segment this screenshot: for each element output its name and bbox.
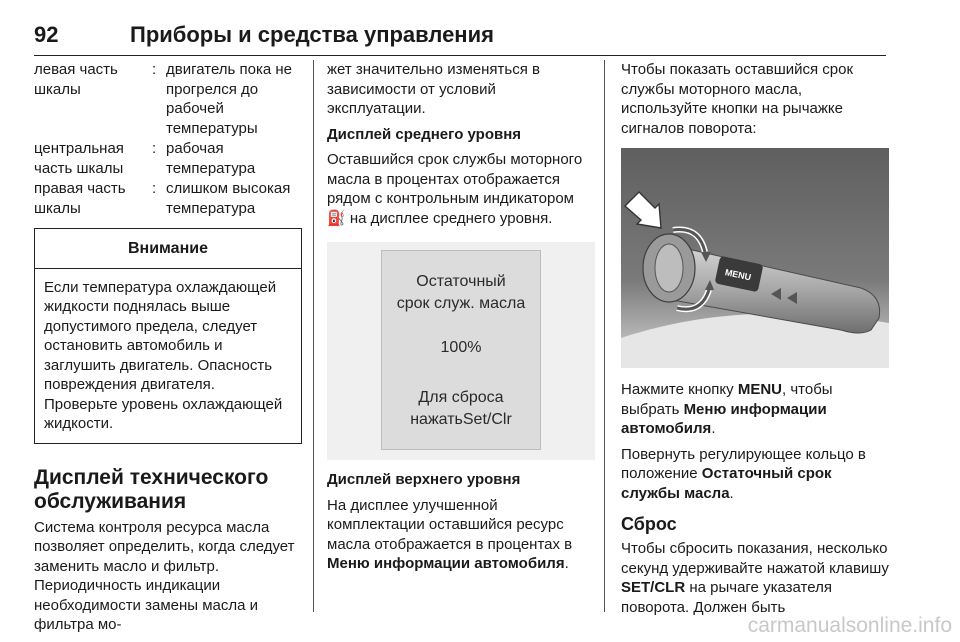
lever-illustration xyxy=(621,148,889,368)
definition-term: центральная часть шкалы xyxy=(34,140,124,177)
warning-box xyxy=(34,228,302,444)
paragraph xyxy=(621,380,889,439)
text-bold: Остаточный срок службы масла xyxy=(621,465,832,502)
column-divider xyxy=(604,60,605,612)
text-run: Повернуть регулирующее кольцо в положение xyxy=(621,445,866,482)
column-divider xyxy=(313,60,314,612)
text-bold: Меню информации автомобиля xyxy=(621,400,827,437)
text-run: . xyxy=(711,420,716,437)
page-title: Приборы и средства управления xyxy=(130,22,494,47)
text-run: . xyxy=(564,555,569,572)
section-heading: Дисплей технического обслуживания xyxy=(34,465,269,513)
paragraph: жет значительно изменяться в зависимости от условий эксплуатации. xyxy=(327,61,540,117)
info-display-screen xyxy=(381,250,541,450)
text-run: на дисплее среднего уровня. xyxy=(345,209,553,227)
subheading: Дисплей верхнего уровня xyxy=(327,471,521,488)
paragraph xyxy=(327,496,595,574)
oil-life-display-figure xyxy=(327,242,595,460)
definition-term: левая часть шкалы xyxy=(34,61,118,98)
definition-term: правая часть шкалы xyxy=(34,180,126,217)
menu-button-label: MENU xyxy=(724,267,753,283)
warning-title: Внимание xyxy=(35,229,301,269)
display-reset-line: Для сброса xyxy=(418,389,504,406)
oil-life-value: 100% xyxy=(440,339,482,356)
section-heading: Сброс xyxy=(621,514,677,534)
text-bold: SET/CLR xyxy=(621,579,686,596)
text-bold: MENU xyxy=(737,381,782,398)
text-run: Оставшийся срок службы моторного масла в процентах отображается рядом с контрольным индикатором xyxy=(327,151,583,207)
definition-colon: : xyxy=(152,61,157,78)
warning-text: Если температура охлаждающей жидкости поднялась выше допустимого предела, следует остановить автомобиль и заглушить двигатель. Опасность повреждения двигателя. Проверьте уровень охлаждающей жидкости. xyxy=(44,278,283,432)
paragraph xyxy=(621,445,889,504)
text-run: . xyxy=(729,484,734,502)
text-run: На дисплее улучшенной комплектации оставшийся ресурс масла отображается в процентах в xyxy=(327,496,573,553)
turn-signal-lever-figure xyxy=(621,148,889,368)
definition-desc: рабочая температура xyxy=(166,140,256,177)
text-run: на рычаге указателя поворота. Должен быть xyxy=(621,579,832,616)
display-title-line: срок служ. масла xyxy=(396,295,526,312)
definition-row xyxy=(34,179,302,218)
page-header xyxy=(34,22,886,56)
definition-row xyxy=(34,60,302,138)
page-number: 92 xyxy=(34,22,59,47)
definition-colon: : xyxy=(152,180,157,197)
definition-desc: слишком высокая температура xyxy=(166,180,291,217)
column-left xyxy=(34,60,302,635)
definition-colon: : xyxy=(152,140,157,157)
oil-can-icon: ⛽ xyxy=(327,209,346,227)
paragraph: Чтобы показать оставшийся срок службы моторного масла, используйте кнопки на рычажке сигналов поворота: xyxy=(621,61,854,137)
paragraph xyxy=(621,539,889,617)
paragraph xyxy=(327,150,595,228)
display-reset-line: нажатьSet/Clr xyxy=(410,411,512,428)
text-run: Нажмите кнопку xyxy=(621,381,738,398)
text-run: Чтобы сбросить показания, несколько секунд удерживайте нажатой клавишу xyxy=(621,540,889,577)
subheading: Дисплей среднего уровня xyxy=(327,125,522,143)
watermark: carmanualsonline.info xyxy=(747,614,952,637)
display-title-line: Остаточный xyxy=(416,273,506,290)
column-right xyxy=(621,60,889,617)
definition-desc: двигатель пока не прогрелся до рабочей температуры xyxy=(166,61,293,137)
text-run: , чтобы выбрать xyxy=(621,381,833,418)
column-middle xyxy=(327,60,595,574)
definition-row xyxy=(34,139,302,178)
text-bold: Меню информации автомобиля xyxy=(327,555,565,572)
section-paragraph: Система контроля ресурса масла позволяет определить, когда следует заменить масло и фильтр. Периодичность индикации необходимости замены масла и фильтра мо- xyxy=(34,518,295,633)
